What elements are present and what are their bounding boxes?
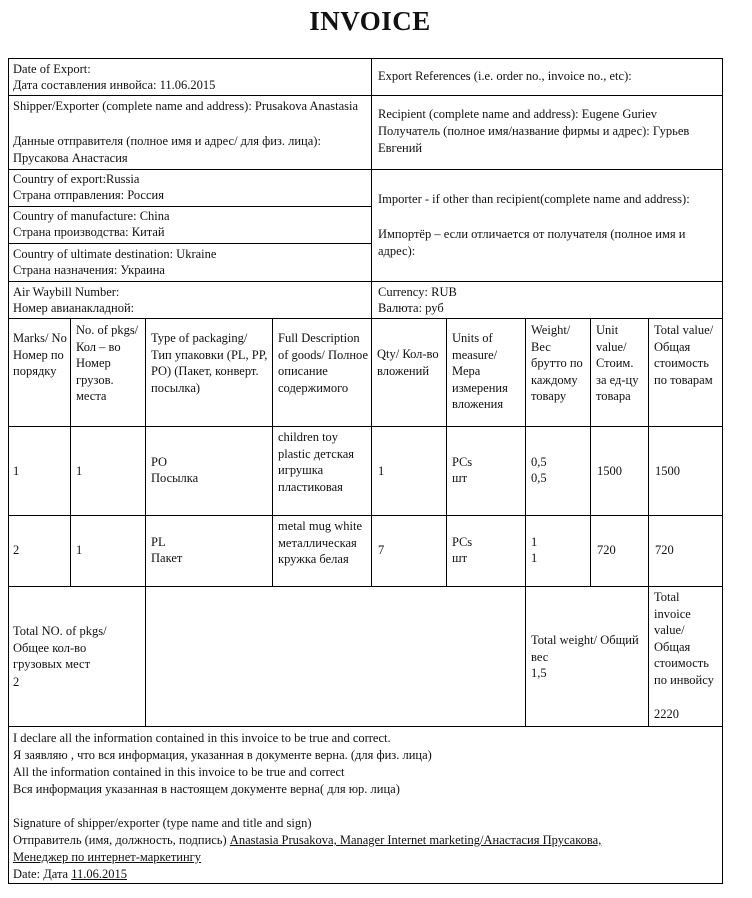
th-description-label: Full Description of goods/ Полное описание содержимого (278, 331, 368, 395)
row2-qty: 7 (378, 543, 385, 557)
th-unit-value-label: Unit value/ Стоим. за ед-цу товара (596, 323, 639, 403)
signer-name: Anastasia Prusakova, Manager Internet marketing/Анастасия Прусакова, (229, 833, 602, 847)
row1-pack-code: PO (151, 455, 167, 469)
total-weight-value: 1,5 (531, 666, 547, 680)
row2-description: metal mug white металлическая кружка белая (278, 519, 363, 566)
row1-weight-2: 0,5 (531, 471, 547, 485)
invoice-title: INVOICE (309, 6, 431, 36)
signature-en: Signature of shipper/exporter (type name and title and sign) (13, 816, 312, 830)
th-packaging-label: Type of packaging/ Тип упаковки (PL, PP, PO) (Пакет, конверт. посылка) (151, 331, 268, 395)
row1-pack-ru: Посылка (151, 471, 199, 485)
currency-en: Currency: RUB (378, 285, 457, 299)
declaration-line-4: Вся информация указанная в настоящем документе верна( для юр. лица) (13, 782, 400, 796)
row1-total-value: 1500 (655, 464, 680, 478)
row2-mark: 2 (13, 543, 20, 557)
awb-ru: Номер авианакладной: (13, 301, 135, 315)
importer-ru: Импортёр – если отличается от получателя (полное имя и адрес): (378, 227, 686, 258)
total-pkgs-label: Total NO. of pkgs/ Общее кол-во грузовых мест (13, 624, 107, 671)
row1-weight-1: 0,5 (531, 455, 547, 469)
signer-title: Менеджер по интернет-маркетингу (13, 850, 202, 864)
total-invoice-label: Total invoice value/ Общая стоимость по инвойсу (654, 590, 714, 687)
th-qty-label: Qty/ Кол-во вложений (377, 347, 439, 378)
th-weight-label: Weight/ Вес брутто по каждому товару (531, 323, 583, 403)
destination-en: Country of ultimate destination: Ukraine (13, 247, 217, 261)
signature-ru: Отправитель (имя, должность, подпись) (13, 833, 227, 847)
row1-mark: 1 (13, 464, 20, 478)
destination-ru: Страна назначения: Украина (13, 263, 165, 277)
total-weight-label: Total weight/ Общий вес (531, 633, 639, 664)
date-export-ru: Дата составления инвойса: 11.06.2015 (13, 78, 216, 92)
declaration-line-3: All the information contained in this invoice to be true and correct (13, 765, 345, 779)
row2-weight-1: 1 (531, 535, 538, 549)
shipper-ru: Данные отправителя (полное имя и адрес/ для физ. лица): Прусакова Анастасия (13, 134, 321, 165)
totals-blank-cell (145, 586, 526, 727)
th-units-label: Units of measure/ Мера измерения вложения (452, 331, 508, 411)
row2-pkgs: 1 (76, 543, 83, 557)
row2-pack-code: PL (151, 535, 166, 549)
country-export-en: Country of export:Russia (13, 172, 140, 186)
row1-units-en: PCs (452, 455, 473, 469)
total-pkgs-value: 2 (13, 675, 20, 689)
row1-qty: 1 (378, 464, 385, 478)
currency-ru: Валюта: руб (378, 301, 444, 315)
date-line (13, 866, 127, 882)
importer-en: Importer - if other than recipient(complete name and address): (378, 192, 690, 206)
total-invoice-value: 2220 (654, 707, 679, 721)
th-pkgs-label: No. of pkgs/ Кол – во Номер грузов. места (76, 323, 139, 403)
recipient-en: Recipient (complete name and address): Eugene Guriev (378, 107, 658, 121)
row2-units-en: PCs (452, 535, 473, 549)
row2-weight-2: 1 (531, 551, 538, 565)
th-marks-label: Marks/ No Номер по порядку (13, 331, 67, 378)
row2-unit-value: 720 (597, 543, 616, 557)
manufacture-ru: Страна производства: Китай (13, 225, 165, 239)
country-export-ru: Страна отправления: Россия (13, 188, 164, 202)
th-total-value-label: Total value/ Общая стоимость по товарам (654, 323, 714, 387)
signature-line (13, 832, 601, 848)
row1-units-ru: шт (452, 471, 468, 485)
awb-en: Air Waybill Number: (13, 285, 120, 299)
declaration-line-1: I declare all the information contained in this invoice to be true and correct. (13, 731, 391, 745)
manufacture-en: Country of manufacture: China (13, 209, 170, 223)
date-export-label: Date of Export: (13, 62, 91, 76)
row2-units-ru: шт (452, 551, 468, 565)
shipper-en: Shipper/Exporter (complete name and address): Prusakova Anastasia (13, 99, 359, 113)
row2-total-value: 720 (655, 543, 674, 557)
export-refs-label: Export References (i.e. order no., invoice no., etc): (378, 69, 632, 83)
row2-pack-ru: Пакет (151, 551, 183, 565)
row1-description: children toy plastic детская игрушка пластиковая (278, 430, 355, 494)
row1-unit-value: 1500 (597, 464, 622, 478)
declaration-line-2: Я заявляю , что вся информация, указанная в документе верна. (для физ. лица) (13, 748, 432, 762)
row1-pkgs: 1 (76, 464, 83, 478)
recipient-ru: Получатель (полное имя/название фирмы и адрес): Гурьев Евгений (378, 124, 690, 155)
date-value: 11.06.2015 (71, 867, 128, 881)
date-label: Date: Дата (13, 867, 69, 881)
